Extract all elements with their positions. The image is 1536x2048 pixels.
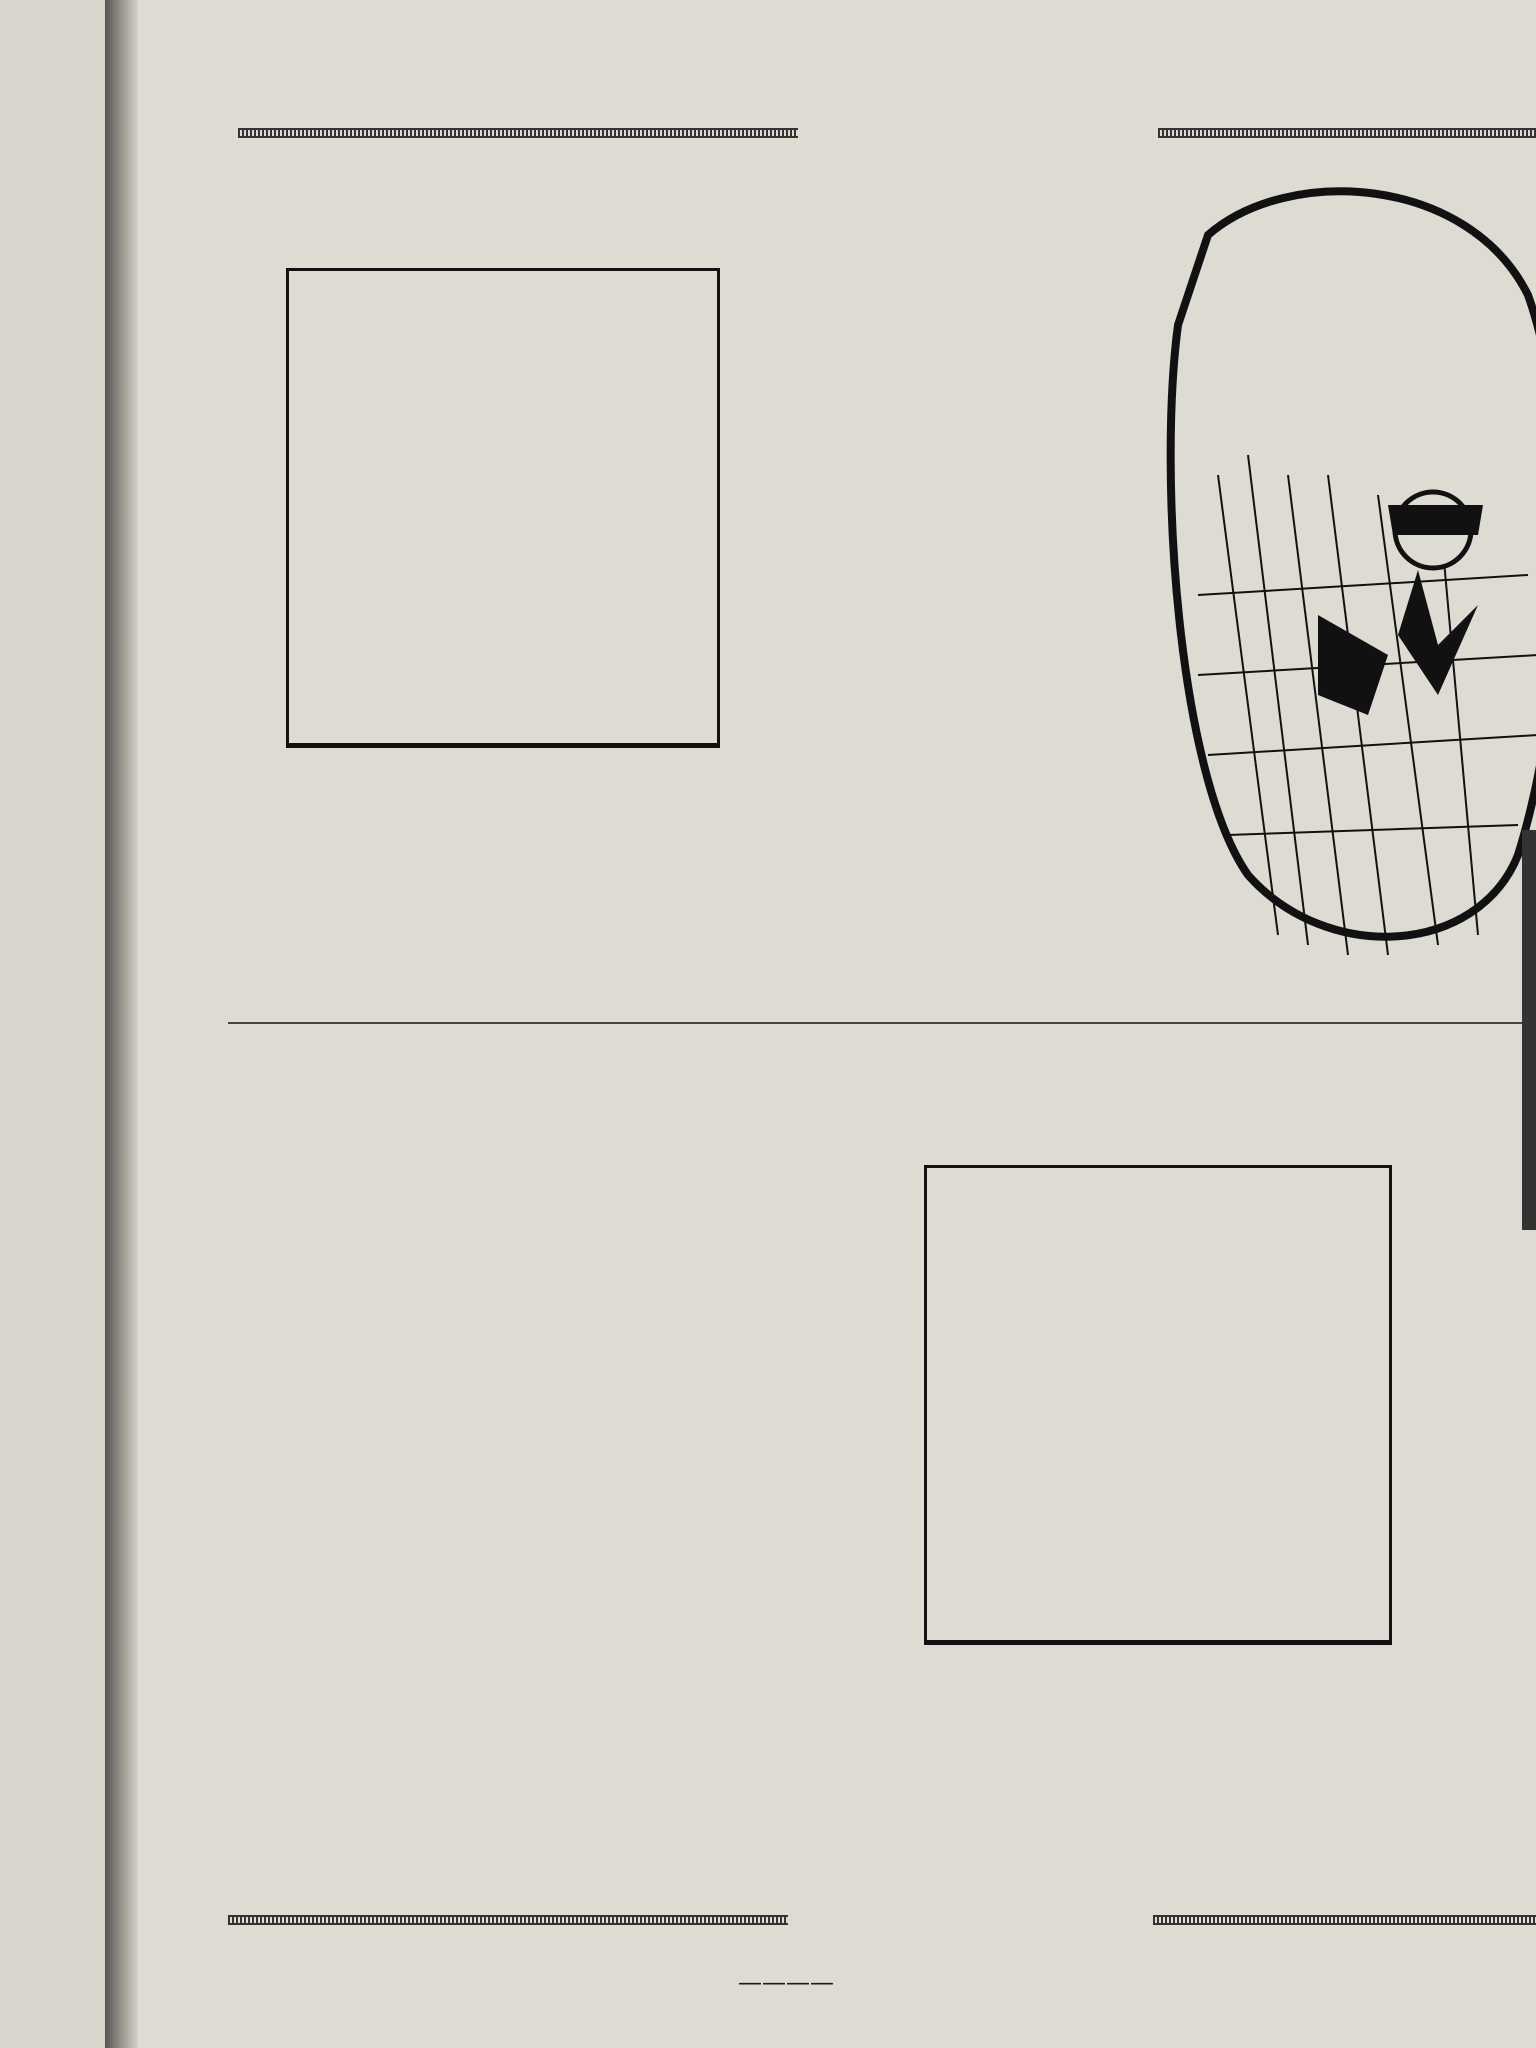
- footer-rule-left: [228, 1915, 788, 1925]
- illustration-head-exercise: [1138, 175, 1536, 975]
- page-edge-tab: [1522, 830, 1536, 1230]
- page: [138, 0, 1536, 2048]
- header-rule-right: [1158, 128, 1536, 138]
- footer-rule-right: [1153, 1915, 1536, 1925]
- diagram1-board: [286, 268, 720, 748]
- left-page-fragment: [0, 0, 120, 2048]
- book-spine: [105, 0, 140, 2048]
- header-rule-left: [238, 128, 798, 138]
- section-divider: [228, 1022, 1528, 1024]
- diagram2-board: [924, 1165, 1392, 1645]
- page-number-wrap: ————: [738, 1968, 834, 1996]
